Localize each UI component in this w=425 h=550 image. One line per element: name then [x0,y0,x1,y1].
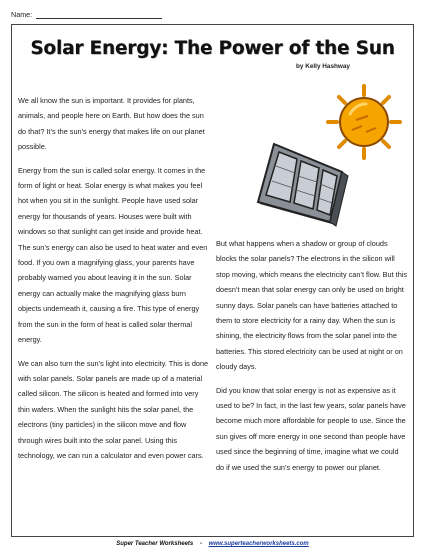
paragraph: But what happens when a shadow or group of clouds blocks the solar panels? The electrons in the silicon will stop moving, which means the electricity can’t flow. But this doesn’t mean that solar energy can only be used on bright sunny days. Solar panels can have batteries attached to them to store electricity for a rainy day. When the sun is shining, the electricity flows from the solar panel into the batteries. This stored electricity can be used at night or on cloudy days. [216,239,408,372]
name-label: Name: [11,10,33,19]
footer-publisher: Super Teacher Worksheets [116,541,194,547]
paragraph: We can also turn the sun’s light into electricity. This is done with solar panels. Solar panels are made up of a material called silicon. The silicon is heated and formed into very thin wafers. When the sunlight hits the solar panel, the electrons (tiny particles) in the silicon move and flow through wires built into the solar panel. Using this technology, we can run a calculator and even power cars. [18,358,209,460]
name-field[interactable] [11,10,162,19]
sun-icon [328,86,400,158]
footer [0,541,425,547]
paragraph: Did you know that solar energy is not as expensive as it used to be? In fact, in the last few years, solar panels have become much more affordable for people to use. Since the sun gives off more energy in one second than people have used since the beginning of time, imagine what we could do if we used the sun’s energy to power our planet. [216,385,406,472]
left-column [18,93,210,471]
paragraph: We all know the sun is important. It provides for plants, animals, and people here on Earth. But how does the sun do that? It’s the sun’s energy that makes life on our planet possible. [18,96,205,152]
solar-panel-icon [258,144,348,226]
byline: by Kelly Hashway [296,63,350,70]
solar-panel-and-sun-illustration [252,80,402,230]
footer-separator: - [199,541,202,547]
page-title: Solar Energy: The Power of the Sun [30,38,395,59]
footer-url-link[interactable]: www.superteacherworksheets.com [208,541,309,547]
name-blank-line[interactable] [36,11,162,19]
paragraph: Energy from the sun is called solar energy. It comes in the form of light or heat. Solar energy is what makes you feel hot when you sit in the sunlight. People have used solar energy for thousands of years. Houses were built with windows so that sunlight can get inside and provide heat. The sun’s energy can also be used to heat water and even food. If you own a magnifying glass, your parents have probably warned you about leaving it in the sun. Solar energy can actually make the magnifying glass burn objects underneath it, causing a fire. This type of energy from the sun in the form of heat is called solar thermal energy. [18,165,208,345]
byline-container [0,63,413,70]
right-column [216,236,408,483]
